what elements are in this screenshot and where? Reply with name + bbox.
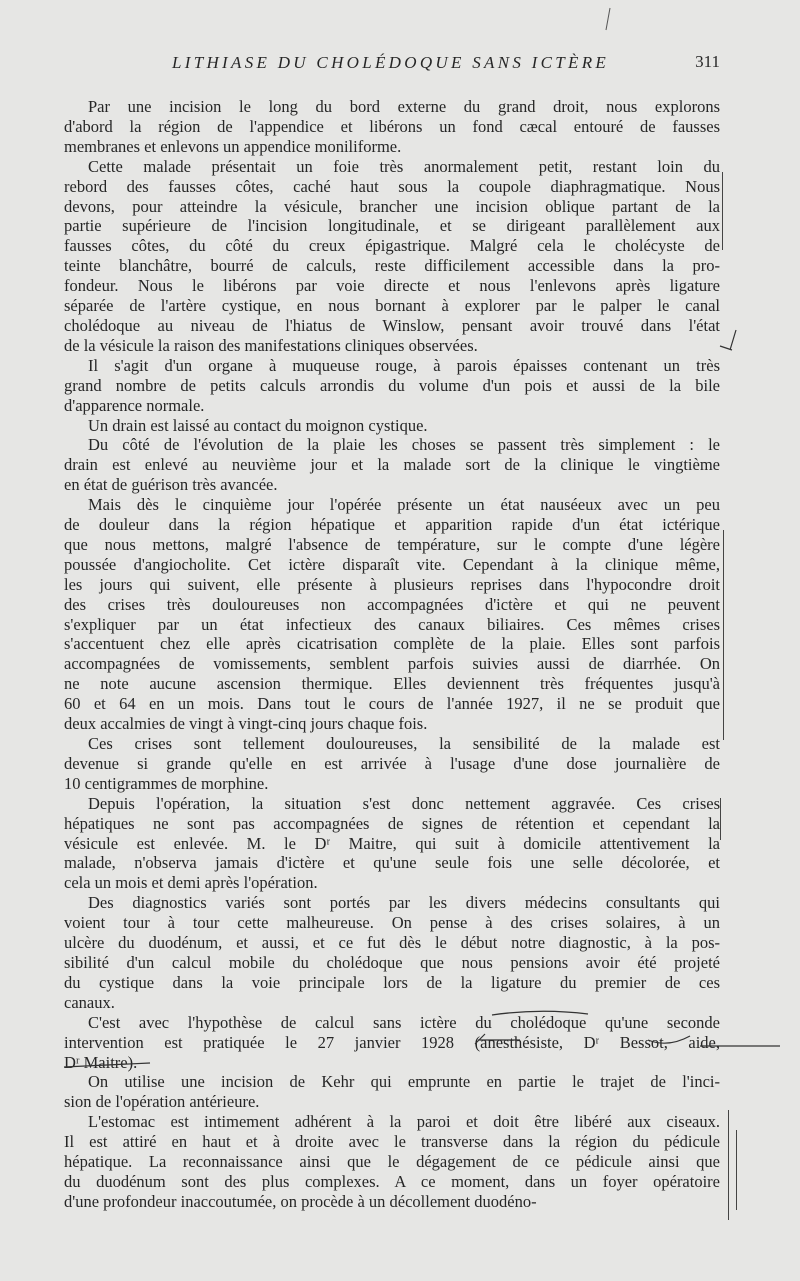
text-line: Du côté de l'évolution de la plaie les choses se passent très simplement : le bbox=[88, 435, 720, 455]
text-line: Cette malade présentait un foie très anormalement petit, restant loin du bbox=[88, 156, 720, 176]
text-line: en état de guérison très avancée. bbox=[64, 475, 278, 495]
text-line: teinte blanchâtre, bourré de calculs, reste difficilement accessible dans la pro- bbox=[64, 256, 720, 276]
text-line: Il est attiré en haut et à droite avec le transverse dans la région du pédicule bbox=[64, 1132, 720, 1152]
text-line: des crises très douloureuses non accompagnées d'ictère et qui ne peuvent bbox=[64, 594, 720, 614]
text-line: s'accentuent chez elle après cicatrisation complète de la plaie. Elles sont parfois bbox=[64, 634, 720, 654]
text-line: Ces crises sont tellement douloureuses, la sensibilité de la malade est bbox=[88, 734, 720, 753]
text-line: Par une incision le long du bord externe du grand droit, nous explorons bbox=[88, 97, 720, 116]
text-line: 10 centigrammes de morphine. bbox=[64, 773, 269, 793]
text-line: sibilité d'un calcul mobile du cholédoque que nous pensions avoir été projeté bbox=[64, 952, 720, 972]
text-line: Depuis l'opération, la situation s'est donc nettement aggravée. Ces crises bbox=[88, 793, 720, 813]
text-line: que nous mettons, malgré l'absence de température, sur le compte d'une légère bbox=[64, 534, 720, 554]
text-line: de douleur dans la région hépatique et apparition rapide d'un état ictérique bbox=[64, 515, 720, 535]
text-line: Un drain est laissé au contact du moignon cystique. bbox=[88, 415, 428, 435]
text-line: d'abord la région de l'appendice et libérons un fond cæcal entouré de fausses bbox=[64, 116, 720, 136]
text-line: malade, n'observa jamais d'ictère et qu'une seule fois une selle décolorée, et bbox=[64, 853, 720, 873]
text-line: Des diagnostics variés sont portés par les divers médecins consultants qui bbox=[88, 893, 720, 913]
text-line: drain est enlevé au neuvième jour et la malade sort de la clinique le vingtième bbox=[64, 455, 720, 475]
page-number: 311 bbox=[695, 52, 720, 71]
text-line: du duodénum sont des plus complexes. A ce moment, dans un foyer opératoire bbox=[64, 1171, 720, 1191]
text-line: vésicule est enlevée. M. le Dʳ Maitre, qui suit à domicile attentivement la bbox=[64, 833, 720, 853]
text-line: d'une profondeur inaccoutumée, on procède à un décollement duodéno- bbox=[64, 1191, 537, 1211]
text-line: fausses côtes, du côté du creux épigastrique. Malgré cela le cholécyste de bbox=[64, 236, 720, 256]
text-line: Dʳ Maitre). bbox=[64, 1052, 138, 1072]
text-line: intervention est pratiquée le 27 janvier 1928 (anesthésiste, Dʳ Bessot, aide, bbox=[64, 1032, 720, 1052]
text-line: poussée d'angiocholite. Cet ictère disparaît vite. Cependant à la clinique même, bbox=[64, 554, 720, 574]
text-line: grand nombre de petits calculs arrondis du volume d'un pois et aussi de la bile bbox=[64, 375, 720, 395]
text-line: de la vésicule la raison des manifestations cliniques observées. bbox=[64, 335, 478, 355]
text-line: 60 et 64 en un mois. Dans tout le cours de l'année 1927, il ne se produit que bbox=[64, 694, 720, 714]
text-line: Il s'agit d'un organe à muqueuse rouge, à parois épaisses contenant un très bbox=[88, 355, 720, 375]
text-line: deux accalmies de vingt à vingt-cinq jours chaque fois. bbox=[64, 714, 428, 734]
running-head: LITHIASE DU CHOLÉDOQUE SANS ICTÈRE bbox=[172, 53, 610, 72]
text-line: partie supérieure de l'incision longitudinale, et se dirigeant parallèlement aux bbox=[64, 216, 720, 236]
text-line: cholédoque au niveau de l'hiatus de Winslow, pensant avoir trouvé dans l'état bbox=[64, 315, 720, 335]
text-line: du cystique dans la voie principale lors de la ligature du premier de ces bbox=[64, 972, 720, 992]
text-line: les jours qui suivent, elle présente à plusieurs reprises dans l'hypocondre droit bbox=[64, 574, 720, 594]
text-line: hépatiques ne sont pas accompagnées de signes de rétention et cependant la bbox=[64, 813, 720, 833]
text-line: devons, pour atteindre la vésicule, brancher une incision oblique partant de la bbox=[64, 196, 720, 216]
text-line: fondeur. Nous le libérons par voie directe et nous l'enlevons après ligature bbox=[64, 276, 720, 296]
text-line: canaux. bbox=[64, 992, 115, 1012]
text-line: séparée de l'artère cystique, en nous bornant à explorer par le palper le canal bbox=[64, 296, 720, 316]
text-line: membranes et enlevons un appendice moniliforme. bbox=[64, 136, 402, 156]
text-line: C'est avec l'hypothèse de calcul sans ictère du cholédoque qu'une seconde bbox=[88, 1012, 720, 1032]
text-line: On utilise une incision de Kehr qui emprunte en partie le trajet de l'inci- bbox=[88, 1072, 720, 1092]
text-line: cela un mois et demi après l'opération. bbox=[64, 873, 318, 893]
text-line: ulcère du duodénum, et aussi, et ce fut dès le début notre diagnostic, à la pos- bbox=[64, 933, 720, 953]
text-line: L'estomac est intimement adhérent à la paroi et doit être libéré aux ciseaux. bbox=[88, 1112, 720, 1132]
text-line: hépatique. La reconnaissance ainsi que le dégagement de ce pédicule ainsi que bbox=[64, 1152, 720, 1172]
text-line: voient tour à tour cette malheureuse. On pense à des crises solaires, à un bbox=[64, 913, 720, 933]
text-line: d'apparence normale. bbox=[64, 395, 205, 415]
text-line: s'expliquer par un état infectieux des canaux biliaires. Ces mêmes crises bbox=[64, 614, 720, 634]
text-line: Mais dès le cinquième jour l'opérée présente un état nauséeux avec un peu bbox=[88, 495, 720, 515]
text-line: devenue si grande qu'elle en est arrivée à l'usage d'une dose journalière de bbox=[64, 753, 720, 773]
text-line: ne note aucune ascension thermique. Elles deviennent très fréquentes jusqu'à bbox=[64, 674, 720, 694]
text-line: accompagnées de vomissements, semblent parfois suivies aussi de diarrhée. On bbox=[64, 654, 720, 674]
text-line: sion de l'opération antérieure. bbox=[64, 1092, 260, 1112]
text-line: rebord des fausses côtes, caché haut sous la coupole diaphragmatique. Nous bbox=[64, 176, 720, 196]
